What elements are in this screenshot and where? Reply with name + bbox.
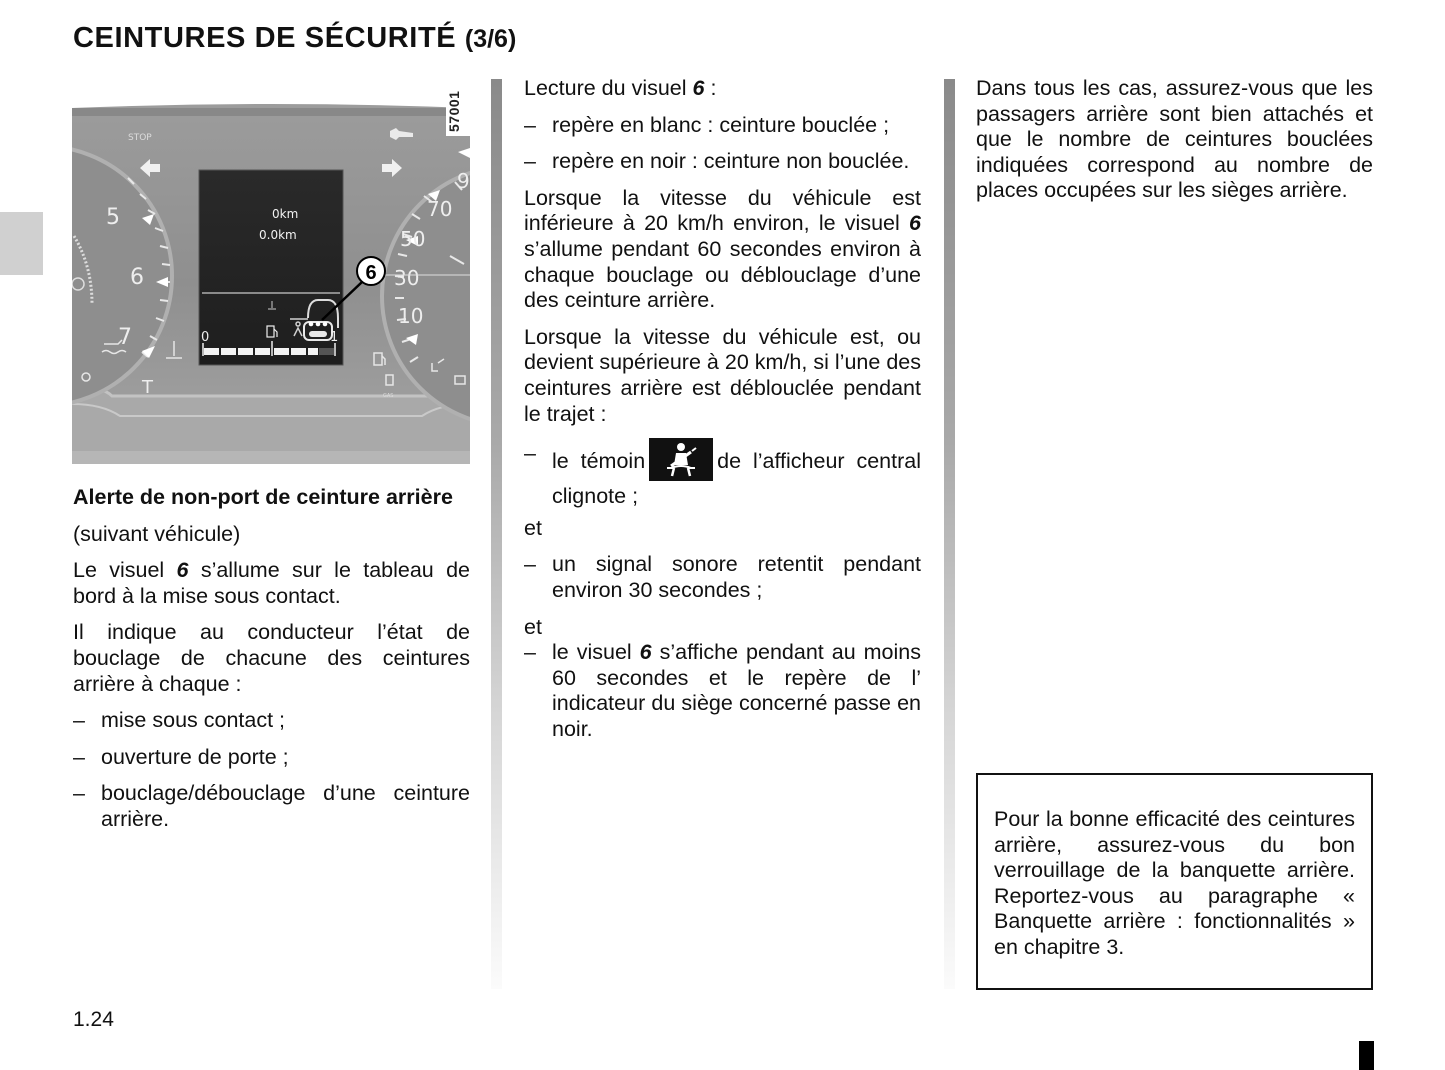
temp-telltale: T bbox=[142, 377, 153, 398]
list-item: – ouverture de porte ; bbox=[73, 744, 289, 769]
list-item: – bouclage/débouclage d’une ceinture arrière. bbox=[73, 781, 470, 831]
fuel-segment-empty bbox=[319, 348, 334, 355]
list-item-text: un signal sonore retentit pendant environ 30 secondes ; bbox=[552, 552, 921, 602]
figure-ref: 6 bbox=[639, 640, 652, 665]
speed-label-70: 70 bbox=[427, 197, 453, 221]
list-item: – un signal sonore retentit pendant environ 30 secondes ; bbox=[524, 552, 921, 602]
tach-label-5: 5 bbox=[106, 205, 120, 230]
instrument-cluster-illustration bbox=[72, 86, 470, 464]
text: s’allume pendant 60 secondes environ à chaque bouclage ou déblouclage d’une des ceinture arrière. bbox=[524, 236, 921, 313]
list-item-text: de l’afficheur central clignote ; bbox=[552, 449, 921, 509]
list-item-text: s’affiche pendant au moins 60 secondes et le repère de l’ indicateur du siège concerné passe en noir. bbox=[552, 640, 921, 741]
odometer-total: 0km bbox=[272, 207, 299, 221]
column-right bbox=[976, 76, 1373, 215]
column-left bbox=[73, 485, 470, 844]
figure-ref: 6 bbox=[692, 76, 705, 100]
title-part: (3/6) bbox=[464, 25, 517, 53]
paragraph: Il indique au conducteur l’état de bouclage de chacune des ceintures arrière à chaque : bbox=[73, 620, 470, 696]
list-item: – repère en noir : ceinture non bouclée. bbox=[524, 149, 910, 174]
speed-label-90: 9 bbox=[457, 169, 470, 193]
fuel-segment bbox=[204, 348, 219, 355]
list-item-text: ouverture de porte ; bbox=[101, 744, 289, 769]
section-end-marker bbox=[1359, 1041, 1374, 1070]
text: : bbox=[704, 76, 717, 100]
list-item-text: mise sous contact ; bbox=[101, 708, 286, 733]
figure-code: 57001 bbox=[446, 90, 462, 132]
paragraph bbox=[73, 558, 470, 609]
speed-label-50: 50 bbox=[400, 227, 426, 251]
list-item-text: repère en blanc : ceinture bouclée ; bbox=[552, 112, 890, 137]
paragraph bbox=[524, 76, 921, 102]
list-item-text: repère en noir : ceinture non bouclée. bbox=[552, 149, 910, 174]
odometer-trip: 0.0km bbox=[259, 228, 297, 242]
text: Le visuel bbox=[73, 558, 177, 583]
list-item: – repère en blanc : ceinture bouclée ; bbox=[524, 112, 890, 137]
list-item-text: le visuel bbox=[552, 640, 640, 665]
column-divider bbox=[491, 79, 502, 989]
list-item: – le visuel 6 s’affiche pendant au moins 60 secondes et le repère de l’ indicateur du siège concerné passe en noir. bbox=[524, 640, 921, 741]
instrument-cluster-figure bbox=[72, 86, 470, 464]
seatbelt-warning-icon bbox=[649, 438, 713, 481]
fuel-scale-min: 0 bbox=[201, 330, 210, 345]
column-middle bbox=[524, 76, 921, 753]
paragraph bbox=[524, 186, 921, 314]
text: Lorsque la vitesse du véhicule est inférieure à 20 km/h environ, le visuel bbox=[524, 185, 921, 236]
text: s’allume sur le tableau de bord à la mise sous contact. bbox=[73, 558, 470, 608]
section-heading: Alerte de non-port de ceinture arrière bbox=[73, 485, 453, 509]
title-text: CEINTURES DE SÉCURITÉ bbox=[73, 22, 457, 54]
list-item: – mise sous contact ; bbox=[73, 708, 286, 733]
fuel-segment bbox=[221, 348, 236, 355]
fuel-segment bbox=[308, 348, 318, 355]
figure-reference bbox=[446, 86, 470, 136]
fuel-segment bbox=[238, 348, 253, 355]
page-title bbox=[73, 22, 516, 55]
figure-ref: 6 bbox=[176, 558, 189, 583]
gas-label: GAS bbox=[383, 393, 394, 399]
fuel-segment bbox=[255, 348, 270, 355]
note-text: Pour la bonne efficacité des ceintures arrière, assurez-vous du bon verrouillage de la banquette arrière. Reportez-vous au paragraphe « Banquette arrière : fonctionnalités » en chapitre 3. bbox=[994, 807, 1355, 959]
paragraph: Dans tous les cas, assurez-vous que les passagers arrière sont bien attachés et que le nombre de ceintures bouclées indiquées correspond au nombre de places occupées sur les sièges arrière. bbox=[976, 76, 1373, 203]
section-subheading: (suivant véhicule) bbox=[73, 521, 241, 546]
speed-label-10: 10 bbox=[398, 304, 424, 328]
conjunction: et bbox=[524, 515, 542, 540]
callout-number: 6 bbox=[365, 262, 377, 284]
tach-label-7: 7 bbox=[118, 325, 132, 350]
figure-ref: 6 bbox=[909, 211, 921, 236]
fuel-scale-max: 1 bbox=[330, 330, 339, 345]
page-number: 1.24 bbox=[73, 1008, 114, 1031]
speed-label-30: 30 bbox=[394, 266, 420, 290]
text: Lecture du visuel bbox=[524, 76, 693, 100]
conjunction: et bbox=[524, 614, 542, 639]
note-box bbox=[976, 773, 1373, 990]
tach-label-6: 6 bbox=[130, 265, 144, 290]
list-item-text: bouclage/débouclage d’une ceinture arrière. bbox=[101, 781, 470, 831]
list-item: – le témoin de l’afficheur central clignote ; bbox=[524, 441, 921, 510]
paragraph: Lorsque la vitesse du véhicule est, ou devient supérieure à 20 km/h, si l’une des ceintures arrière est déblouclée pendant le trajet : bbox=[524, 324, 921, 426]
stop-telltale: STOP bbox=[128, 133, 152, 143]
fuel-segment bbox=[274, 348, 289, 355]
chapter-tab bbox=[0, 212, 43, 275]
column-divider bbox=[944, 79, 955, 989]
list-item-text: le témoin bbox=[552, 449, 646, 474]
fuel-segment bbox=[291, 348, 306, 355]
